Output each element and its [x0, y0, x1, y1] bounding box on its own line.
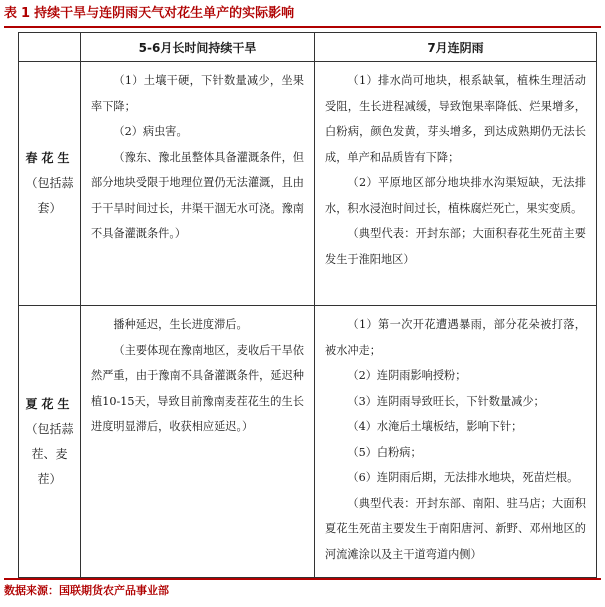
- cell-line: （6）连阴雨后期，无法排水地块，死苗烂根。: [347, 471, 579, 484]
- cell-summer-rain: [315, 306, 597, 578]
- cell-line: （1）土壤干硬，下针数量减少，坐果率下降；: [91, 74, 304, 113]
- header-corner: [19, 33, 81, 62]
- header-drought: 5-6月长时间持续干旱: [81, 33, 315, 62]
- cell-line: 播种延迟，生长进度滞后。: [113, 318, 248, 331]
- title-divider: [4, 26, 601, 28]
- cell-line: （2）病虫害。: [113, 125, 188, 138]
- source-divider: [4, 578, 601, 580]
- cell-line: （4）水淹后土壤板结，影响下针；: [347, 420, 523, 433]
- table-row-spring: [19, 62, 597, 306]
- row-note: （包括蒜套）: [25, 176, 74, 215]
- cell-line: （1）第一次开花遭遇暴雨，部分花朵被打落，被水冲走；: [325, 318, 586, 357]
- header-row: [19, 33, 597, 62]
- cell-line: （主要体现在豫南地区，麦收后干旱依然严重，由于豫南不具备灌溉条件，延迟种植10-15天，导致目前豫南麦茬花生的生长进度明显滞后，收获相应延迟。）: [91, 343, 304, 433]
- header-rain: 7月连阴雨: [315, 33, 597, 62]
- data-source: 数据来源：国联期货农产品事业部: [4, 584, 169, 597]
- table-title: [4, 3, 601, 25]
- cell-spring-drought: [81, 62, 315, 306]
- cell-line: （豫东、豫北虽整体具备灌溉条件，但部分地块受限于地理位置仍无法灌溉，且由于干旱时间过长，井渠干涸无水可浇。豫南不具备灌溉条件。）: [91, 150, 304, 240]
- table-title-prefix: 表: [4, 6, 18, 21]
- table-title-number: 1: [21, 6, 31, 21]
- cell-line: （典型代表：开封东部；大面积春花生死苗主要发生于淮阳地区）: [325, 227, 586, 266]
- row-label-summer: [19, 306, 81, 578]
- cell-line: （3）连阴雨导致旺长，下针数量减少；: [347, 394, 545, 408]
- table-title-text: 持续干旱与连阴雨天气对花生单产的实际影响: [34, 6, 295, 21]
- table-row-summer: [19, 306, 597, 578]
- cell-line: （2）平原地区部分地块排水沟渠短缺，无法排水，积水浸泡时间过长，植株腐烂死亡，果实变质。: [325, 176, 586, 215]
- cell-spring-rain: [315, 62, 597, 306]
- row-label-spring: [19, 62, 81, 306]
- cell-line: （1）排水尚可地块，根系缺氧，植株生理活动受阻，生长进程减缓，导致饱果率降低、烂果增多，白粉病，颜色发黄，芽头增多，到达成熟期仍无法长成，单产和品质皆有下降；: [325, 74, 586, 164]
- row-name: 春花生: [25, 151, 74, 165]
- cell-line: （典型代表：开封东部、南阳、驻马店；大面积夏花生死苗主要发生于南阳唐河、新野、邓州地区的河流滩涂以及主干道弯道内侧）: [325, 496, 586, 561]
- row-note: （包括蒜茬、麦茬）: [25, 421, 74, 486]
- cell-line: （2）连阴雨影响授粉；: [347, 369, 467, 382]
- impact-table: [18, 32, 597, 578]
- cell-line: （5）白粉病；: [347, 445, 422, 459]
- cell-summer-drought: [81, 306, 315, 578]
- row-name: 夏花生: [25, 396, 74, 411]
